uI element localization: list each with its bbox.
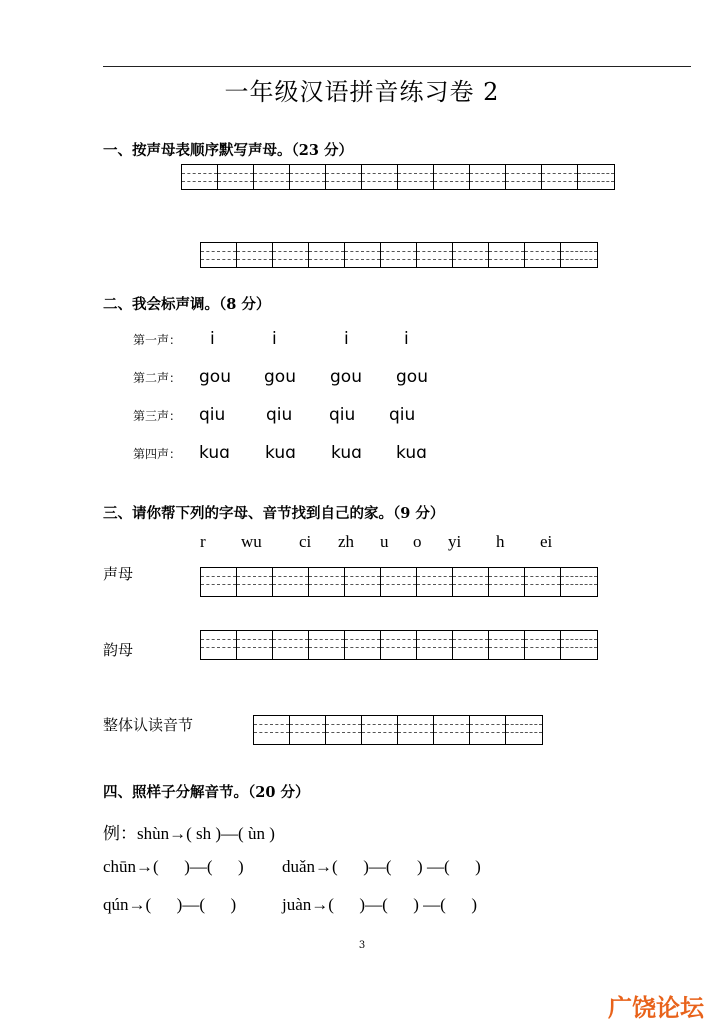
page-number: 3 [358,940,366,951]
item: u [380,532,389,551]
exercise-juan: juàn→( )—( ) —( ) [282,895,477,914]
tone1-label: 第一声： [133,333,182,347]
tone3-label: 第三声： [133,409,182,423]
syllable: qiu [266,405,293,425]
item: zh [338,532,355,551]
exercise-duan: duǎn→( )—( ) —( ) [282,857,481,876]
page-title: 一年级汉语拼音练习卷 2 [224,78,500,106]
shengmu-label: 声母 [103,565,134,583]
section1-grid-row2[interactable] [200,242,598,268]
top-rule [103,66,691,67]
zhengti-grid[interactable] [253,715,543,745]
syllable: i [210,329,215,349]
item: o [413,532,422,551]
tone4-label: 第四声： [133,447,182,461]
exercise-qun: qún→( )—( ) [103,895,237,914]
syllable: i [272,329,277,349]
tone2-label: 第二声： [133,371,182,385]
syllable: qiu [389,405,416,425]
syllable: kuɑ [265,443,296,463]
item: ei [540,532,553,551]
zhengti-label: 整体认读音节 [103,716,194,734]
tone3-row [133,405,415,425]
items-row [200,532,580,554]
item: yi [448,532,462,551]
syllable: gou [396,367,428,387]
section1-grid-row1[interactable] [181,164,615,190]
yunmu-grid[interactable] [200,630,598,660]
section1-heading: 一、按声母表顺序默写声母。（23 分） [103,142,353,159]
item: ci [299,532,312,551]
syllable: qiu [199,405,226,425]
syllable: i [404,329,409,349]
syllable: gou [264,367,296,387]
section2-heading: 二、我会标声调。（8 分） [103,296,271,313]
watermark-logo: 广饶论坛 [608,994,704,1022]
item: h [496,532,505,551]
syllable: i [344,329,349,349]
syllable: kuɑ [199,443,230,463]
syllable: gou [199,367,231,387]
tone1-row [133,329,409,349]
example-line: 例：shùn→( sh )—( ùn ) [103,824,275,843]
syllable: qiu [329,405,356,425]
syllable: kuɑ [396,443,427,463]
shengmu-grid[interactable] [200,567,598,597]
tone2-row [133,367,428,387]
tone4-row [133,443,427,463]
item: r [200,532,206,551]
exercise-chun: chūn→( )—( ) [103,857,244,876]
yunmu-label: 韵母 [103,641,134,659]
section3-heading: 三、请你帮下列的字母、音节找到自己的家。（9 分） [103,505,445,522]
syllable: kuɑ [331,443,362,463]
section4-heading: 四、照样子分解音节。（20 分） [103,784,310,801]
item: wu [241,532,262,551]
syllable: gou [330,367,362,387]
